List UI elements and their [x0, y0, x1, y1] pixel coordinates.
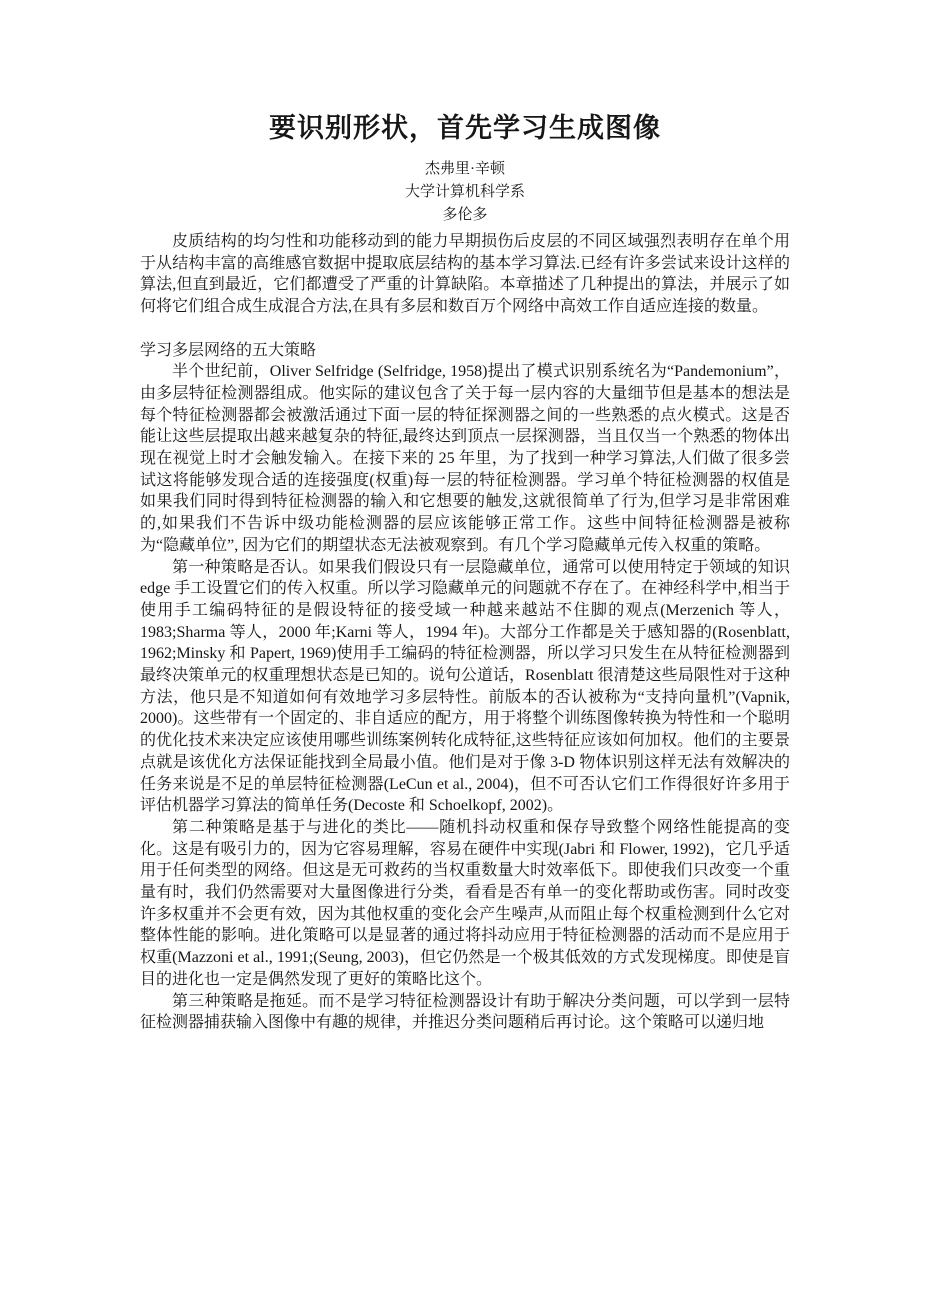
paper-body: [140, 361, 790, 1034]
paragraph: 半个世纪前，Oliver Selfridge (Selfridge, 1958)提出了模式识别系统名为“Pandemonium”，由多层特征检测器组成。他实际的建议包含了关于每一层内容的大量细节但是基本的想法是每个特征检测器都会被激活通过下面一层的特征探测器之间的一些熟悉的点火模式。这是否能让这些层提取出越来越复杂的特征,最终达到顶点一层探测器，当且仅当一个熟悉的物体出现在视觉上时才会触发输入。在接下来的 25 年里，为了找到一种学习算法,人们做了很多尝试这将能够发现合适的连接强度(权重)每一层的特征检测器。学习单个特征检测器的权值是如果我们同时得到特征检测器的输入和它想要的触发,这就很简单了行为,但学习是非常困难的,如果我们不告诉中级功能检测器的层应该能够正常工作。这些中间特征检测器是被称为“隐藏单位”, 因为它们的期望状态无法被观察到。有几个学习隐藏单元传入权重的策略。: [140, 363, 790, 554]
paper-department: 大学计算机科学系: [404, 184, 525, 200]
paper-author: 杰弗里·辛顿: [425, 161, 505, 177]
paper-city: 多伦多: [442, 207, 488, 223]
paragraph: 第三种策略是拖延。而不是学习特征检测器设计有助于解决分类问题，可以学到一层特征检测器捕获输入图像中有趣的规律，并推迟分类问题稍后再讨论。这个策略可以递归地: [140, 992, 790, 1032]
paragraph: 第一种策略是否认。如果我们假设只有一层隐藏单位，通常可以使用特定于领域的知识 edge 手工设置它们的传入权重。所以学习隐藏单元的问题就不存在了。在神经科学中,相当于使用手工编码特征的是假设特征的接受域一种越来越站不住脚的观点(Merzenich 等人，1983;Sharma 等人，2000 年;Karni 等人，1994 年)。大部分工作都是关于感知器的(Rosenblatt, 1962;Minsky 和 Papert, 1969)使用手工编码的特征检测器，所以学习只发生在从特征检测器到最终决策单元的权重理想状态是已知的。说句公道话，Rosenblatt 很清楚这些局限性对于这种方法，他只是不知道如何有效地学习多层特性。前版本的否认被称为“支持向量机”(Vapnik, 2000)。这些带有一个固定的、非自适应的配方，用于将整个训练图像转换为特性和一个聪明的优化技术来决定应该使用哪些训练案例转化成特征,这些特征应该如何加权。他们的主要景点就是该优化方法保证能找到全局最小值。他们是对于像 3-D 物体识别这样无法有效解决的任务来说是不足的单层特征检测器(LeCun et al., 2004)，但不可否认它们工作得很好许多用于评估机器学习算法的简单任务(Decoste 和 Schoelkopf, 2002)。: [140, 558, 790, 815]
paragraph: 第二种策略是基于与进化的类比——随机抖动权重和保存导致整个网络性能提高的变化。这是有吸引力的，因为它容易理解，容易在硬件中实现(Jabri 和 Flower, 1992)，它几乎适用于任何类型的网络。但这是无可救药的当权重数量大时效率低下。即使我们只改变一个重量有时，我们仍然需要对大量图像进行分类，看看是否有单一的变化帮助或伤害。同时改变许多权重并不会更有效，因为其他权重的变化会产生噪声,从而阻止每个权重检测到什么它对整体性能的影响。进化策略可以是显著的通过将抖动应用于特征检测器的活动而不是应用于权重(Mazzoni et al., 1991;(Seung, 2003)，但它仍然是一个极其低效的方式发现梯度。即使是盲目的进化也一定是偶然发现了更好的策略比这个。: [140, 818, 790, 988]
section-heading: 学习多层网络的五大策略: [140, 341, 317, 359]
paper-abstract: 皮质结构的均匀性和功能移动到的能力早期损伤后皮层的不同区域强烈表明存在单个用于从结构丰富的高维感官数据中提取底层结构的基本学习算法.已经有许多尝试来设计这样的算法,但直到最近，它们都遭受了严重的计算缺陷。本章描述了几种提出的算法，并展示了如何将它们组合成生成混合方法,在具有多层和数百万个网络中高效工作自适应连接的数量。: [140, 233, 790, 316]
paper-title: 要识别形状，首先学习生成图像: [269, 113, 661, 143]
